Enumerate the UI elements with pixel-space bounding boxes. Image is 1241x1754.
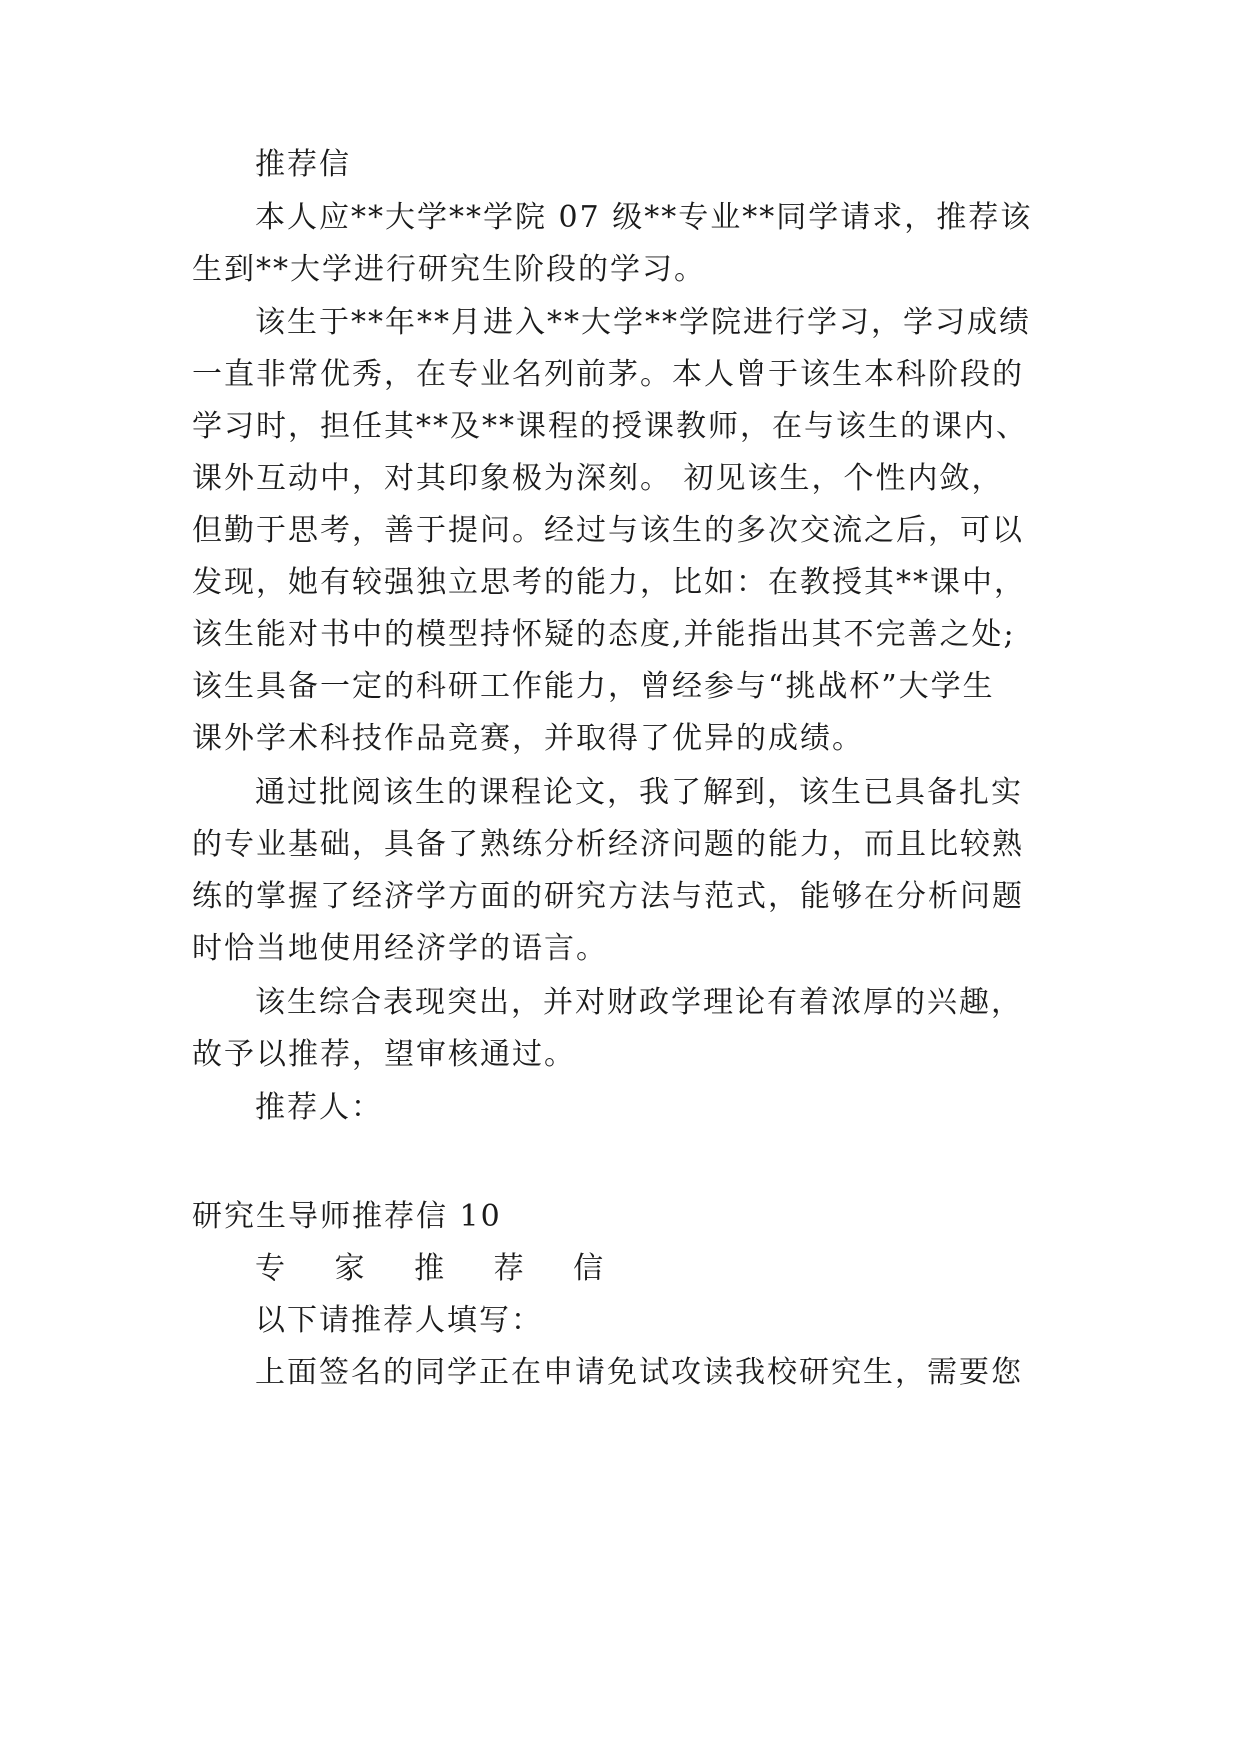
paragraph-line: 但勤于思考，善于提问。经过与该生的多次交流之后，可以 — [192, 513, 1024, 548]
paragraph-line: 通过批阅该生的课程论文，我了解到，该生已具备扎实 — [255, 775, 1023, 810]
paragraph-line: 本人应**大学**学院 07 级**专业**同学请求，推荐该 — [255, 200, 1033, 235]
paragraph-line: 该生于**年**月进入**大学**学院进行学习，学习成绩 — [255, 305, 1031, 340]
paragraph-line: 发现，她有较强独立思考的能力，比如：在教授其**课中， — [192, 565, 1026, 600]
paragraph-line: 上面签名的同学正在申请免试攻读我校研究生，需要您 — [255, 1355, 1023, 1390]
paragraph-line: 故予以推荐，望审核通过。 — [192, 1037, 576, 1072]
paragraph-line: 该生综合表现突出，并对财政学理论有着浓厚的兴趣， — [255, 985, 1023, 1020]
instruction-text: 以下请推荐人填写： — [255, 1303, 543, 1338]
paragraph-line: 时恰当地使用经济学的语言。 — [192, 931, 608, 966]
letter-title: 专 家 推 荐 信 — [255, 1251, 624, 1286]
paragraph-line: 一直非常优秀，在专业名列前茅。本人曾于该生本科阶段的 — [192, 357, 1024, 392]
paragraph-line: 该生具备一定的科研工作能力，曾经参与“挑战杯”大学生 — [192, 669, 995, 704]
paragraph-line: 练的掌握了经济学方面的研究方法与范式，能够在分析问题 — [192, 879, 1024, 914]
letter-title: 推荐信 — [255, 147, 351, 182]
paragraph-line: 学习时，担任其**及**课程的授课教师，在与该生的课内、 — [192, 409, 1028, 444]
paragraph-line: 生到**大学进行研究生阶段的学习。 — [192, 252, 706, 287]
paragraph-line: 该生能对书中的模型持怀疑的态度,并能指出其不完善之处; — [192, 617, 1016, 652]
paragraph-line: 课外学术科技作品竞赛，并取得了优异的成绩。 — [192, 721, 864, 756]
signature-label: 推荐人： — [255, 1090, 383, 1125]
paragraph-line: 的专业基础，具备了熟练分析经济问题的能力，而且比较熟 — [192, 827, 1024, 862]
paragraph-line: 课外互动中，对其印象极为深刻。 初见该生，个性内敛， — [192, 461, 1004, 496]
section-heading: 研究生导师推荐信 10 — [192, 1199, 502, 1234]
